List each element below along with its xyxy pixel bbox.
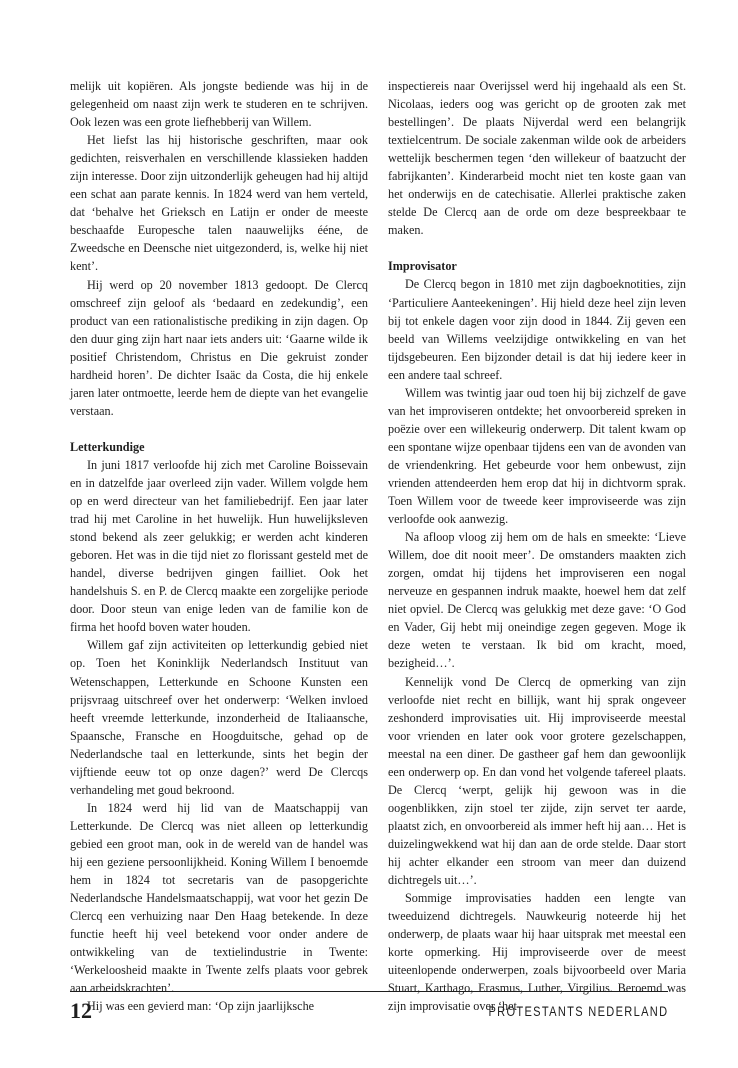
body-paragraph: In 1824 werd hij lid van de Maatschappij van Letterkunde. De Clercq was niet alleen op letterkundig gebied een groot man, ook in de wereld van de handel was hij een geziene persoonlijkheid. Koning Willem I benoemde hem in 1824 tot secretaris van de pasopgerichte Nederlandsche Handelsmaatschappij, wat voor het gezin De Clercq een verhuizing naar Den Haag betekende. In deze functie heeft hij veel betekend voor onder andere de ontwikkeling van de textielindustrie in Twente: ‘Werkeloosheid maakte in Twente zelfs plaats voor gebrek aan arbeidskrachten’.: [70, 800, 368, 996]
body-paragraph: Het liefst las hij historische geschriften, maar ook gedichten, reisverhalen en verschillende klassieken hadden zijn interesse. Door zijn uitzonderlijk geheugen had hij altijd een schat aan parate kennis. In 1824 werd van hem verteld, dat ‘behalve het Grieksch en Latijn er onder de meeste beschaafde Europesche talen naauwelijks ééne, de Zweedsche en Deensche niet uitgezonderd, is, welke hij niet kent’.: [70, 133, 368, 274]
body-paragraph: Na afloop vloog zij hem om de hals en smeekte: ‘Lieve Willem, doe dit nooit meer’. De omstanders maakten zich zorgen, omdat hij tijdens het improviseren een nogal nerveuze en gespannen indruk maakte, hoewel hem dat zelf niet opviel. De Clercq was gelukkig met deze gave: ‘O God en Vader, Gij hebt mij oneindige zegen gegeven. Moge ik deze weten te verstaan. Ik bid om kracht, moed, bezigheid…’.: [388, 530, 686, 671]
page-number: 12: [70, 998, 92, 1023]
body-paragraph: inspectiereis naar Overijssel werd hij ingehaald als een St. Nicolaas, ieders oog was gericht op de grooten zak met bestellingen’. De plaats Nijverdal werd een belangrijk textielcentrum. De sociale zakenman wilde ook de arbeiders wettelijk beschermen tegen ‘den willekeur of baatzucht der fabrijkanten’. Kinderarbeid mocht niet ten koste gaan van het onderwijs en de catechisatie. Allerlei praktische zaken stelde De Clercq aan de orde om deze bespreekbaar te maken.: [388, 79, 686, 238]
section-gap: [388, 239, 686, 257]
left-column: [70, 77, 368, 1015]
section-heading: Letterkundige: [70, 439, 145, 454]
body-paragraph: Sommige improvisaties hadden een lengte van tweeduizend dichtregels. Nauwkeurig noteerde hij het onderwerp, de plaats waar hij haar uitsprak met meestal een korte opmerking. Hij improviseerde over de meest uiteenlopende onderwerpen, zoals bijvoorbeeld over Maria Stuart, Karthago, Erasmus, Luther, Virgilius. Beroemd was zijn improvisatie over ‘het: [388, 891, 686, 1014]
body-paragraph: De Clercq begon in 1810 met zijn dagboeknotities, zijn ‘Particuliere Aanteekeningen’. Hij hield deze heel zijn leven bij tot enkele dagen voor zijn dood in 1844. Zij geven een beeld van Willems veelzijdige ontwikkeling en van het tijdsgebeuren. Een bijzonder detail is dat hij iedere keer in een andere taal schreef.: [388, 277, 686, 382]
body-paragraph: Hij werd op 20 november 1813 gedoopt. De Clercq omschreef zijn geloof als ‘bedaard en zedekundig’, een product van een rationalistische prediking in zijn dagen. Op den duur ging zijn hart naar iets anders uit: ‘Gaarne wilde ik positief Christendom, Christus en Die gekruist zonder hardheid horen’. De dichter Isaäc da Costa, die hij enkele jaren later ontmoette, leerde hem de diepte van het evangelie verstaan.: [70, 277, 368, 418]
section-gap: [70, 420, 368, 438]
body-paragraph: Kennelijk vond De Clercq de opmerking van zijn verloofde niet recht en billijk, want hij sprak ongeveer zeshonderd improvisaties uit. Hij improviseerde meestal voor vrienden en later ook voor grotere gezelschappen, meestal na een diner. De gastheer gaf hem dan gewoonlijk een onderwerp op. En dan vond het volgende tafereel plaats. De Clercq ‘werpt, gelijk hij gewoon was in die oogenblikken, zijn stoel ter zijde, zijn servet ter aarde, plaatst zich, en onvoorbereid als immer heft hij aan… Het is duizelingwekkend wat hij dan aan de orde stelde. Daar stort hij achter elkander een stroom van meer dan duizend dichtregels uit…’.: [388, 674, 686, 888]
body-paragraph: Willem gaf zijn activiteiten op letterkundig gebied niet op. Toen het Koninklijk Nederlandsch Instituut van Wetenschappen, Letterkunde en Schoone Kunsten een prijsvraag uitschreef over het onderwerp: ‘Welken invloed heeft vreemde letterkunde, inzonderheid de Italiaansche, Spaansche, Fransche en Hoogduitsche, gehad op de Nederlandsche taal en letterkunde, sints het begin der vijftiende eeuw tot op onze dagen?’ werd De Clercqs verhandeling met goud bekroond.: [70, 638, 368, 797]
right-column: [388, 77, 686, 1015]
footer-rule: [70, 991, 668, 992]
body-paragraph: In juni 1817 verloofde hij zich met Caroline Boissevain en in datzelfde jaar overleed zijn vader. Willem volgde hem op en werd directeur van het familiebedrijf. Een jaar later trad hij met Caroline in het huwelijk. Hun huwelijksleven stond bekend als zeer gelukkig; er werden acht kinderen geboren. Het was in die tijd niet zo florissant gesteld met de handel, diverse bedrijven gingen failliet. Ook het handelshuis S. en P. de Clercq maakte een zorgelijke periode door. Door steun van enige leden van de familie kon de firma het hoofd boven water houden.: [70, 457, 368, 635]
body-paragraph: Willem was twintig jaar oud toen hij bij zichzelf de gave van het improviseren ontdekte; het onvoorbereid spreken in poëzie over een willekeurig onderwerp. Dit talent kwam op een spontane wijze openbaar tijdens een van de avonden van de vriendenkring. Het gebeurde voor hem onbewust, zijn vrienden attendeerden hem erop dat hij in dichtvorm sprak. Toen Willem voor de tweede keer improviseerde was zijn verloofde ook aanwezig.: [388, 385, 686, 527]
running-title: PROTESTANTS NEDERLAND: [488, 1004, 668, 1019]
body-paragraph: melijk uit kopiëren. Als jongste bediende was hij in de gelegenheid om naast zijn werk te studeren en te schrijven. Ook lezen was een grote liefhebberij van Willem.: [70, 79, 368, 130]
section-heading: Improvisator: [388, 259, 457, 274]
body-paragraph: Hij was een gevierd man: ‘Op zijn jaarlijksche: [87, 999, 315, 1014]
